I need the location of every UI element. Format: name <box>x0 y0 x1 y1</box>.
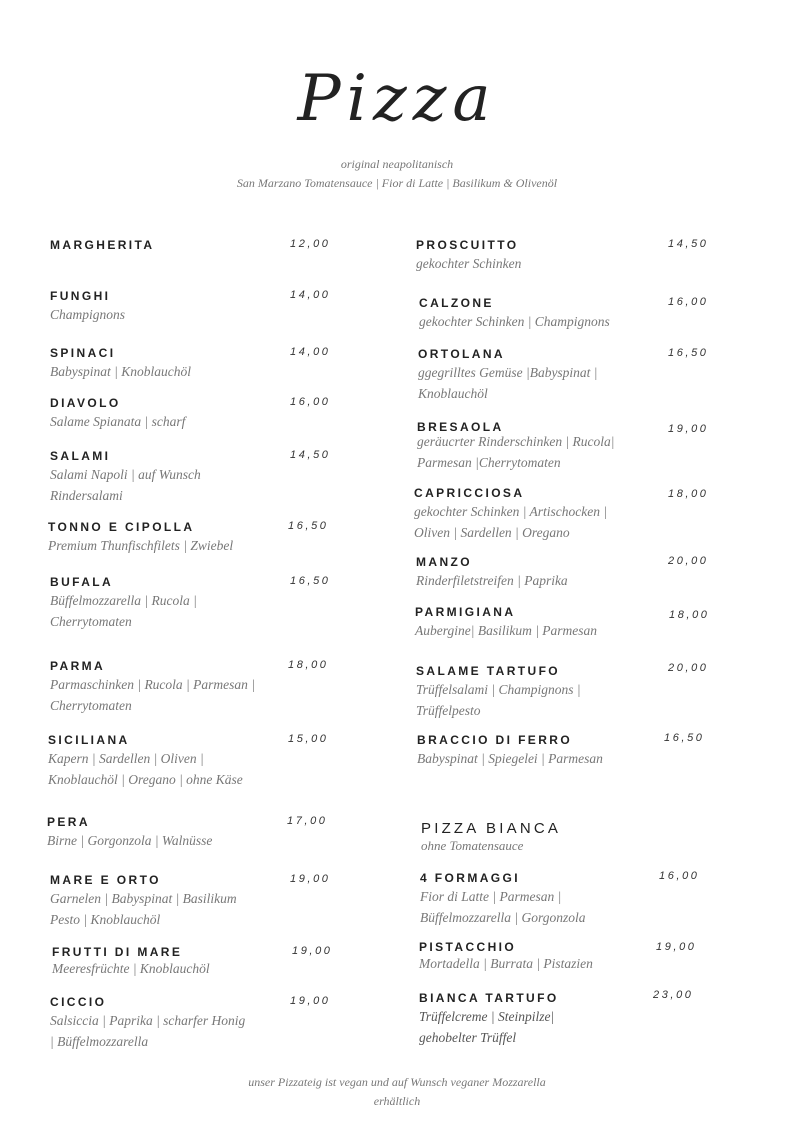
menu-item-siciliana <box>48 733 348 790</box>
item-name: FUNGHI <box>50 289 111 303</box>
item-price: 19,00 <box>656 941 697 953</box>
item-description: Trüffelsalami | Champignons | Trüffelpesto <box>416 682 581 718</box>
menu-item-spinaci <box>50 346 350 383</box>
menu-item-bianca-tartufo <box>419 991 719 1048</box>
item-price: 20,00 <box>668 555 709 567</box>
menu-item-4-formaggi <box>420 871 720 928</box>
item-price: 14,50 <box>290 449 331 461</box>
item-name: MANZO <box>416 555 472 569</box>
menu-item-bresaola <box>417 420 717 473</box>
menu-item-salami <box>50 449 350 506</box>
menu-item-manzo <box>416 555 716 592</box>
menu-item-tonno-e-cipolla <box>48 520 348 557</box>
item-price: 16,50 <box>290 575 331 587</box>
item-price: 14,00 <box>290 346 331 358</box>
item-description: Champignons <box>50 307 126 322</box>
item-name: MARE E ORTO <box>50 873 161 887</box>
item-name: CICCIO <box>50 995 107 1009</box>
item-name: PISTACCHIO <box>419 940 517 954</box>
item-name: TONNO E CIPOLLA <box>48 520 195 534</box>
item-price: 12,00 <box>290 238 331 250</box>
menu-item-salame-tartufo <box>416 664 716 721</box>
menu-item-funghi <box>50 289 350 326</box>
item-price: 16,00 <box>659 870 700 882</box>
menu-item-braccio-di-ferro <box>417 733 717 770</box>
item-name: SALAMI <box>50 449 111 463</box>
item-description: Fior di Latte | Parmesan | Büffelmozzarella | Gorgonzola <box>420 889 586 925</box>
item-name: ORTOLANA <box>418 347 505 361</box>
item-name: PERA <box>47 815 90 829</box>
item-description: Babyspinat | Spiegelei | Parmesan <box>417 751 603 766</box>
menu-subtitle: original neapolitanisch <box>340 157 454 171</box>
item-name: BRACCIO DI FERRO <box>417 733 573 747</box>
item-description: ggegrilltes Gemüse |Babyspinat | Knoblauchöl <box>418 365 598 401</box>
pizza-bianca-subtitle: ohne Tomatensauce <box>421 838 524 853</box>
menu-item-ciccio <box>50 995 350 1052</box>
menu-item-mare-e-orto <box>50 873 350 930</box>
item-price: 18,00 <box>669 609 710 621</box>
item-description: Garnelen | Babyspinat | Basilikum Pesto | Knoblauchöl <box>50 891 237 927</box>
item-price: 23,00 <box>653 989 694 1001</box>
item-description: Premium Thunfischfilets | Zwiebel <box>48 538 234 553</box>
item-price: 20,00 <box>668 662 709 674</box>
menu-item-parmigiana <box>415 605 715 642</box>
item-price: 19,00 <box>290 873 331 885</box>
item-description: Salame Spianata | scharf <box>50 414 186 429</box>
item-name: BUFALA <box>50 575 114 589</box>
menu-item-diavolo <box>50 396 350 433</box>
item-name: MARGHERITA <box>50 238 155 252</box>
item-price: 19,00 <box>290 995 331 1007</box>
item-price: 17,00 <box>287 815 328 827</box>
item-price: 16,50 <box>668 347 709 359</box>
item-price: 14,00 <box>290 289 331 301</box>
item-price: 14,50 <box>668 238 709 250</box>
menu-item-ortolana <box>418 347 718 404</box>
item-description: gekochter Schinken | Champignons <box>419 314 610 329</box>
menu-item-calzone <box>419 296 719 333</box>
menu-item-parma <box>50 659 350 716</box>
item-name: PARMIGIANA <box>415 605 516 619</box>
item-price: 16,50 <box>288 520 329 532</box>
item-description: Salami Napoli | auf Wunsch Rindersalami <box>50 467 201 503</box>
footer-note-line-1: unser Pizzateig ist vegan und auf Wunsch veganer Mozzarella <box>248 1075 546 1089</box>
item-description: Babyspinat | Knoblauchöl <box>50 364 191 379</box>
menu-item-pistacchio <box>419 940 719 975</box>
item-description: gekochter Schinken | Artischocken | Oliven | Sardellen | Oregano <box>414 504 608 540</box>
item-description: Birne | Gorgonzola | Walnüsse <box>47 833 213 848</box>
item-price: 18,00 <box>668 488 709 500</box>
item-price: 15,00 <box>288 733 329 745</box>
item-name: BIANCA TARTUFO <box>419 991 559 1005</box>
item-description: Parmaschinken | Rucola | Parmesan | Cherrytomaten <box>50 677 255 713</box>
item-name: SALAME TARTUFO <box>416 664 561 678</box>
base-ingredients: San Marzano Tomatensauce | Fior di Latte | Basilikum & Olivenöl <box>236 176 558 190</box>
item-price: 16,00 <box>290 396 331 408</box>
item-name: FRUTTI DI MARE <box>52 945 183 959</box>
item-name: PROSCUITTO <box>416 238 519 252</box>
item-description: geräucrter Rinderschinken | Rucola| Parmesan |Cherrytomaten <box>417 434 615 470</box>
menu-item-pera <box>47 815 347 852</box>
item-name: BRESAOLA <box>417 420 504 434</box>
item-name: PARMA <box>50 659 106 673</box>
menu-title: Pizza <box>297 62 497 136</box>
item-description: Trüffelcreme | Steinpilze| gehobelter Trüffel <box>419 1009 555 1045</box>
menu-item-bufala <box>50 575 350 632</box>
item-price: 16,00 <box>668 296 709 308</box>
item-description: Kapern | Sardellen | Oliven | Knoblauchöl | Oregano | ohne Käse <box>48 751 243 787</box>
item-description: Meeresfrüchte | Knoblauchöl <box>52 961 210 976</box>
item-price: 18,00 <box>288 659 329 671</box>
item-name: DIAVOLO <box>50 396 121 410</box>
item-description: Rinderfiletstreifen | Paprika <box>416 573 568 588</box>
item-name: SPINACI <box>50 346 116 360</box>
item-description: Mortadella | Burrata | Pistazien <box>419 956 593 971</box>
menu-item-frutti-di-mare <box>52 945 352 980</box>
menu-item-proscuitto <box>416 238 716 275</box>
menu-item-capricciosa <box>414 486 714 543</box>
item-description: Büffelmozzarella | Rucola | Cherrytomaten <box>50 593 197 629</box>
menu-item-margherita <box>50 238 350 252</box>
item-price: 19,00 <box>668 423 709 435</box>
item-description: gekochter Schinken <box>416 256 522 271</box>
pizza-bianca-heading: PIZZA BIANCA <box>421 820 562 837</box>
item-name: CALZONE <box>419 296 494 310</box>
item-price: 16,50 <box>664 732 705 744</box>
footer-note-line-2: erhältlich <box>373 1094 421 1108</box>
item-description: Salsiccia | Paprika | scharfer Honig | Büffelmozzarella <box>50 1013 246 1049</box>
item-name: CAPRICCIOSA <box>414 486 525 500</box>
item-description: Aubergine| Basilikum | Parmesan <box>415 623 598 638</box>
item-name: 4 FORMAGGI <box>420 871 521 885</box>
item-price: 19,00 <box>292 945 333 957</box>
item-name: SICILIANA <box>48 733 130 747</box>
